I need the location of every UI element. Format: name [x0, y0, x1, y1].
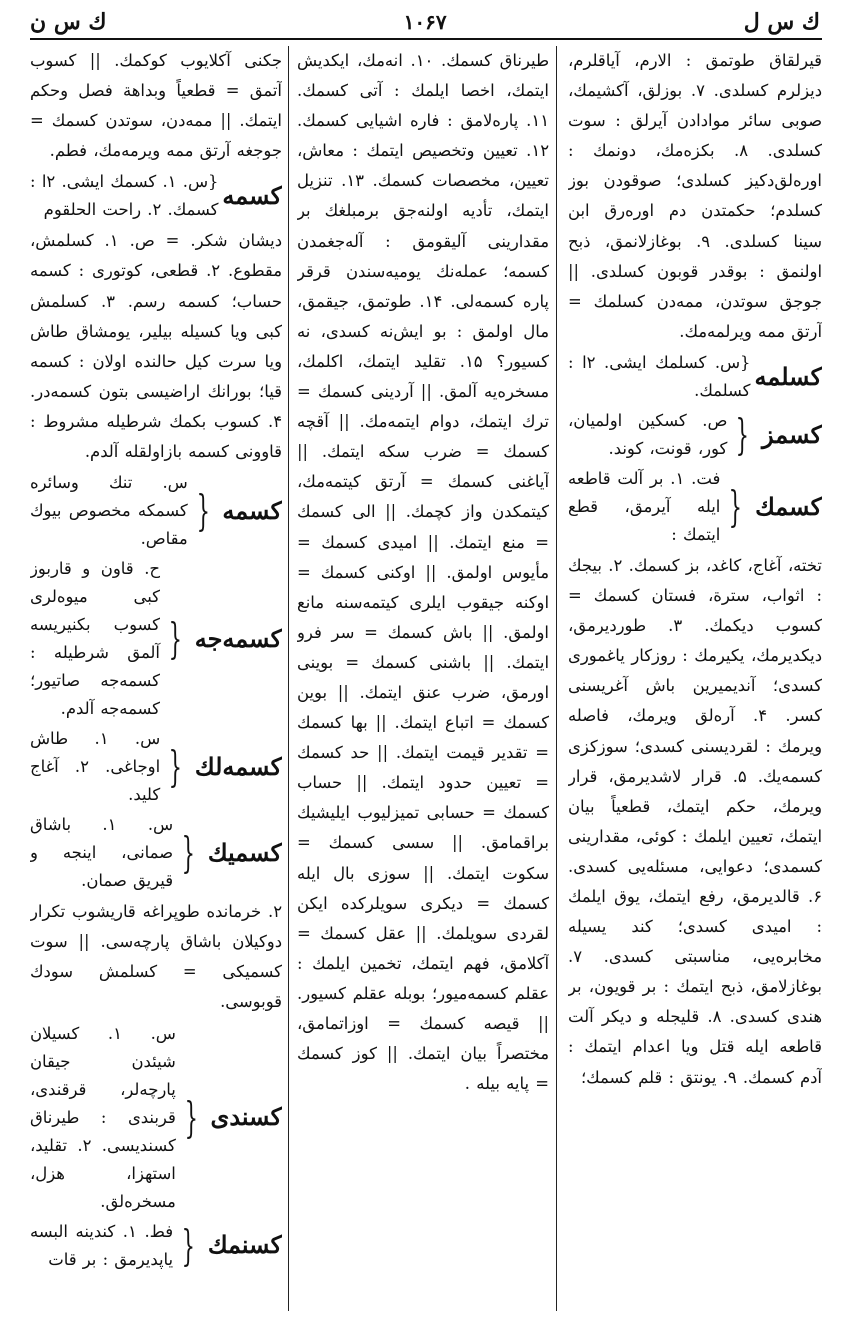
brace-glyph: {: [729, 481, 743, 531]
page-number: ۱۰۶۷: [403, 10, 447, 34]
definition: س. ۱. کسیلان شیئدن جیقان پارچه‌لر، قرقندی، قربندی : طیرناق کسندیسی. ۲. تقلید، استهزا، هزل، مسخره‌لق.: [30, 1023, 176, 1211]
column-right: [568, 46, 822, 1311]
dictionary-entry: [30, 811, 282, 895]
definition: {س. ۱. کسمك ایشی. ۲ا : کسمك. ۲. راحت الحلقوم: [30, 172, 219, 220]
brace-glyph: {: [181, 828, 196, 878]
column-left: [30, 46, 282, 1311]
definition: فط. ۱. کندینه البسه یاپدیرمق : بر قات: [30, 1221, 174, 1269]
definition: فت. ۱. بر آلت قاطعه ایله آیرمق، قطع ایتمك :: [568, 468, 721, 544]
dictionary-entry: [30, 1218, 282, 1274]
column-middle: [297, 46, 549, 1311]
dictionary-entry: [30, 1020, 282, 1216]
header-right-guide: ك س ل: [743, 9, 820, 35]
brace-glyph: {: [181, 1220, 196, 1270]
text-block: طیرناق کسمك. ۱۰. انه‌مك، ایکدیش ایتمك، اخصا ایلمك : آتی کسمك. ۱۱. پاره‌لامق : فاره اشیایی کسمك. ۱۲. تعیین وتخصیص ایتمك : معاش، تعیین، مخصصات کسمك. ۱۳. تنزیل ایتمك، تأدیه اولنه‌جق برمبلغك بر مقدارینی آلیقومق : آله‌جغمدن کسمه؛ عمله‌نك یومیه‌سندن قرقر پاره کسمه‌لی. ۱۴. طوتمق، جیقمق، مال اولمق : بو ایش‌نه کسدی، نه کسیور؟ ۱۵. تقلید ایتمك، اکلمك، مسخره‌یه آلمق. || آردینی کسمك = ترك ایتمك، دوام ایتمه‌مك. || آقچه کسمك = ضرب سکه ایتمك. || آیاغنی کسمك = آرتق کیتمه‌مك، کیتمکدن واز کچمك. || الی کسمك = منع ایتمك. || امیدی کسمك = مأیوس اولمق. || اوکنی کسمك = اوکنه جیقوب ایلری کیتمه‌سنه مانع اولمق. || باش کسمك = سر فرو ایتمك. || باشنی کسمك = بوینی اورمق، ضرب عنق ایتمك. || بوین کسمك = اتباع ایتمك. || بها کسمك = تقدیر قیمت ایتمك. || حد کسمك = تعیین حدود ایتمك. || حساب کسمك = حسابی تمیزلیوب ایلیشیك براقمامق. || سسی کسمك = سکوت ایتمك. || سوزی بال ایله کسمك = دیکری سویلرکده ایکن لقردی سویلمك. || عقل کسمك = آکلامق، فهم ایتمك، تخمین ایلمك : عقلم کسمه‌میور؛ بوبله عقلم کسیور. || قیصه کسمك = اوزاتمامق، مختصراً بیان ایتمك. || کوز کسمك = پایه بیله .: [297, 51, 549, 1094]
column-divider: [288, 46, 289, 1311]
brace-glyph: {: [196, 486, 210, 536]
text-block: قیرلقاق طوتمق : الارم، آیاقلرم، دیزلرم کسلدی. ۷. بوزلق، آکشیمك، صوبی سائر موادادن آیرلق : سوت کسلدی. ۸. بکزه‌مك، دونمك : اوره‌لق‌دکیز کسلدی؛ صوقودن بوز کسلدم؛ حکمتدن دم اوره‌رق ابن سینا کسلدی. ۹. بوغازلانمق، ذبح اولنمق : بوقدر قوبون کسلدی. || جوجق سوتدن، ممه‌دن کسلمك = آرتق ممه ویرلمه‌مك.: [568, 51, 822, 341]
brace-glyph: {: [735, 409, 750, 459]
dictionary-entry: [568, 465, 822, 549]
definition: ص. کسکین اولمیان، کور، قونت، کوند.: [568, 410, 728, 458]
column-divider: [556, 46, 557, 1311]
headword: کسمه: [222, 496, 282, 526]
definition: {س. کسلمك ایشی. ۲ا : کسلمك.: [568, 352, 751, 400]
headword: کسمه‌جه: [194, 624, 282, 654]
dictionary-entry: [568, 407, 822, 463]
definition: س. ۱. طاش اوجاغی. ۲. آغاج کلید.: [30, 729, 161, 805]
definition: س. ۱. باشاق صمانی، اینجه و قیریق صمان.: [30, 815, 174, 891]
brace-glyph: {: [168, 742, 183, 792]
page-header: [30, 8, 820, 36]
dictionary-entry: [568, 349, 822, 405]
brace-glyph: {: [184, 1092, 198, 1142]
dictionary-entry: [30, 725, 282, 809]
headword: کسمك: [755, 491, 822, 521]
definition: ح. قاون و قاربوز کبی میوه‌لری کسوب بکنیریسه آلمق شرطیله : کسمه‌جه صاتیور؛ کسمه‌جه آلدم.: [30, 559, 160, 719]
headword: کسندی: [210, 1102, 282, 1132]
headword: کسمز: [762, 419, 822, 449]
headword: کسنمك: [207, 1230, 282, 1260]
headword: کسمه: [222, 181, 282, 211]
text-block: جکنی آکلایوب کوکمك. || کسوب آتمق = قطعیاً وبداهة فصل وحکم ایتمك. || ممه‌دن، سوتدن کسمك = جوجغه آرتق ممه ویرمه‌مك، فطم.: [30, 51, 282, 161]
headword: کسلمه: [754, 361, 822, 391]
dictionary-entry: [30, 469, 282, 553]
headword: کسمیك: [207, 838, 282, 868]
text-block: دیشان شکر. = ص. ۱. کسلمش، مقطوع. ۲. قطعی، کوتوری : کسمه حساب؛ کسمه رسم. ۳. کسلمش کبی ویا کسیله بیلیر، یومشاق طاش ویا سرت کیل حالنده اولان : کسمه قیا؛ بورانك اراضیسی بتون کسمه‌در. ۴. کسوب بکمك شرطیله مشروط : قاوونی کسمه بازاولقله آلدم.: [30, 231, 282, 462]
brace-glyph: {: [168, 614, 183, 664]
headword: کسمه‌لك: [194, 752, 282, 782]
text-block: ۲. خرمانده طوپراغه قاریشوب تکرار دوکیلان باشاق پارچه‌سی. || سوت کسمیکی = کسلمش سودك قوبوسی.: [30, 902, 282, 1012]
dictionary-entry: [30, 555, 282, 723]
header-rule: [30, 38, 822, 40]
definition: س. تنك وسائره کسمکه مخصوص بیوك مقاص.: [30, 473, 188, 549]
text-block: تخته، آغاج، کاغد، بز کسمك. ۲. بیجك : اثواب، سترة، فستان کسمك = کسوب دیکمك. ۳. طوردیرمق، دیکدیرمك، یکیرمك : روزکار یاغموری کسدی؛ آندیمیرین باش آغریسنی کسر. ۴. آره‌لق ویرمك، فاصله ویرمك : لقردیسنی کسدی؛ سوزکزی کسمه‌یك. ۵. قرار لاشدیرمق، قرار ویرمك، حکم ایتمك، قطعیاً بیان ایتمك، تعیین ایلمك : کوئی، مقدارینی کسمدی؛ دعوایی، مسئله‌یی کسدی. ۶. قالدیرمق، رفع ایتمك، یوق ایلمك : امیدی کسدی؛ کند یسیله مخابره‌یی، مناسبتی کسدی. ۷. بوغازلامق، ذبح ایتمك : بر قویون، بر هندی کسدی. ۸. قلیجله و دیکر آلت قاطعه ایله قتل ویا اعدام ایتمك : آدم کسمك. ۹. یونتق : قلم کسمك؛: [568, 555, 822, 1087]
dictionary-entry: [30, 168, 282, 224]
header-left-guide: ك س ن: [30, 9, 107, 35]
